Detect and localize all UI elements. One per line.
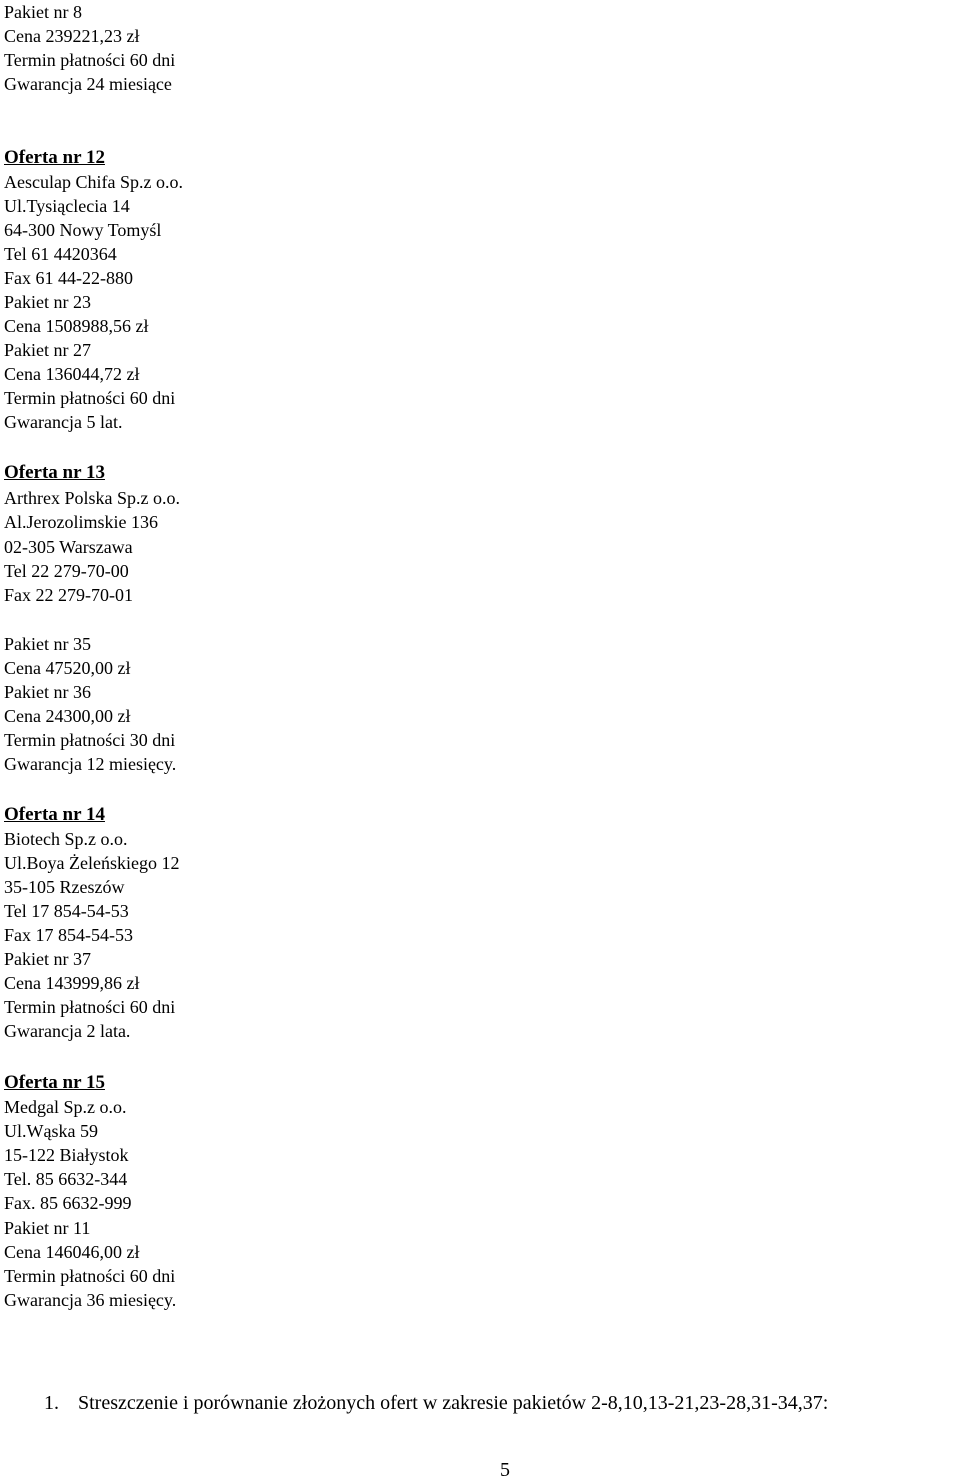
text-line: 64-300 Nowy Tomyśl (4, 220, 162, 240)
text-line: Gwarancja 36 miesięcy. (4, 1290, 177, 1310)
offer-heading: Oferta nr 12 (4, 147, 105, 168)
text-line: Termin płatności 30 dni (4, 730, 176, 750)
text-line: Gwarancja 12 miesięcy. (4, 754, 177, 774)
text-line: Termin płatności 60 dni (4, 388, 176, 408)
text-line: 35-105 Rzeszów (4, 877, 125, 897)
text-line: Pakiet nr 11 (4, 1218, 91, 1238)
text-line: Gwarancja 2 lata. (4, 1021, 131, 1041)
text-line: Pakiet nr 23 (4, 292, 91, 312)
text-line: 15-122 Białystok (4, 1145, 129, 1165)
section-heading-text: Streszczenie i porównanie złożonych ofert w zakresie pakietów 2-8,10,13-21,23-28,31-34,37: (78, 1392, 829, 1414)
text-line: Gwarancja 5 lat. (4, 412, 123, 432)
text-line: Tel 17 854-54-53 (4, 901, 129, 921)
text-line: Termin płatności 60 dni (4, 50, 176, 70)
text-line: Medgal Sp.z o.o. (4, 1097, 127, 1117)
text-line: Termin płatności 60 dni (4, 997, 176, 1017)
text-line: Cena 1508988,56 zł (4, 316, 149, 336)
text-line: Tel 22 279-70-00 (4, 561, 129, 581)
text-line: Arthrex Polska Sp.z o.o. (4, 488, 180, 508)
text-line: Fax 17 854-54-53 (4, 925, 133, 945)
text-line: Gwarancja 24 miesiące (4, 74, 172, 94)
text-line: Fax 22 279-70-01 (4, 585, 133, 605)
offer-heading: Oferta nr 14 (4, 804, 105, 825)
section-number: 1. (44, 1392, 59, 1414)
text-line: Pakiet nr 35 (4, 634, 91, 654)
text-line: Pakiet nr 8 (4, 2, 82, 22)
text-line: Cena 47520,00 zł (4, 658, 131, 678)
text-line: Pakiet nr 37 (4, 949, 91, 969)
text-line: Fax. 85 6632-999 (4, 1193, 132, 1213)
text-line: Termin płatności 60 dni (4, 1266, 176, 1286)
text-line: Cena 239221,23 zł (4, 26, 140, 46)
text-line: Al.Jerozolimskie 136 (4, 512, 158, 532)
text-line: Cena 24300,00 zł (4, 706, 131, 726)
offer-heading: Oferta nr 13 (4, 462, 105, 483)
text-line: Pakiet nr 36 (4, 682, 91, 702)
text-line: Fax 61 44-22-880 (4, 268, 133, 288)
text-line: Aesculap Chifa Sp.z o.o. (4, 172, 183, 192)
text-line: 02-305 Warszawa (4, 537, 133, 557)
text-line: Tel 61 4420364 (4, 244, 117, 264)
text-line: Ul.Boya Żeleńskiego 12 (4, 853, 180, 873)
text-line: Tel. 85 6632-344 (4, 1169, 128, 1189)
text-line: Cena 136044,72 zł (4, 364, 140, 384)
text-line: Cena 143999,86 zł (4, 973, 140, 993)
page-number: 5 (500, 1459, 510, 1481)
offer-heading: Oferta nr 15 (4, 1072, 105, 1093)
text-line: Pakiet nr 27 (4, 340, 91, 360)
text-line: Ul.Wąska 59 (4, 1121, 98, 1141)
text-line: Cena 146046,00 zł (4, 1242, 140, 1262)
text-line: Biotech Sp.z o.o. (4, 829, 128, 849)
text-line: Ul.Tysiąclecia 14 (4, 196, 130, 216)
